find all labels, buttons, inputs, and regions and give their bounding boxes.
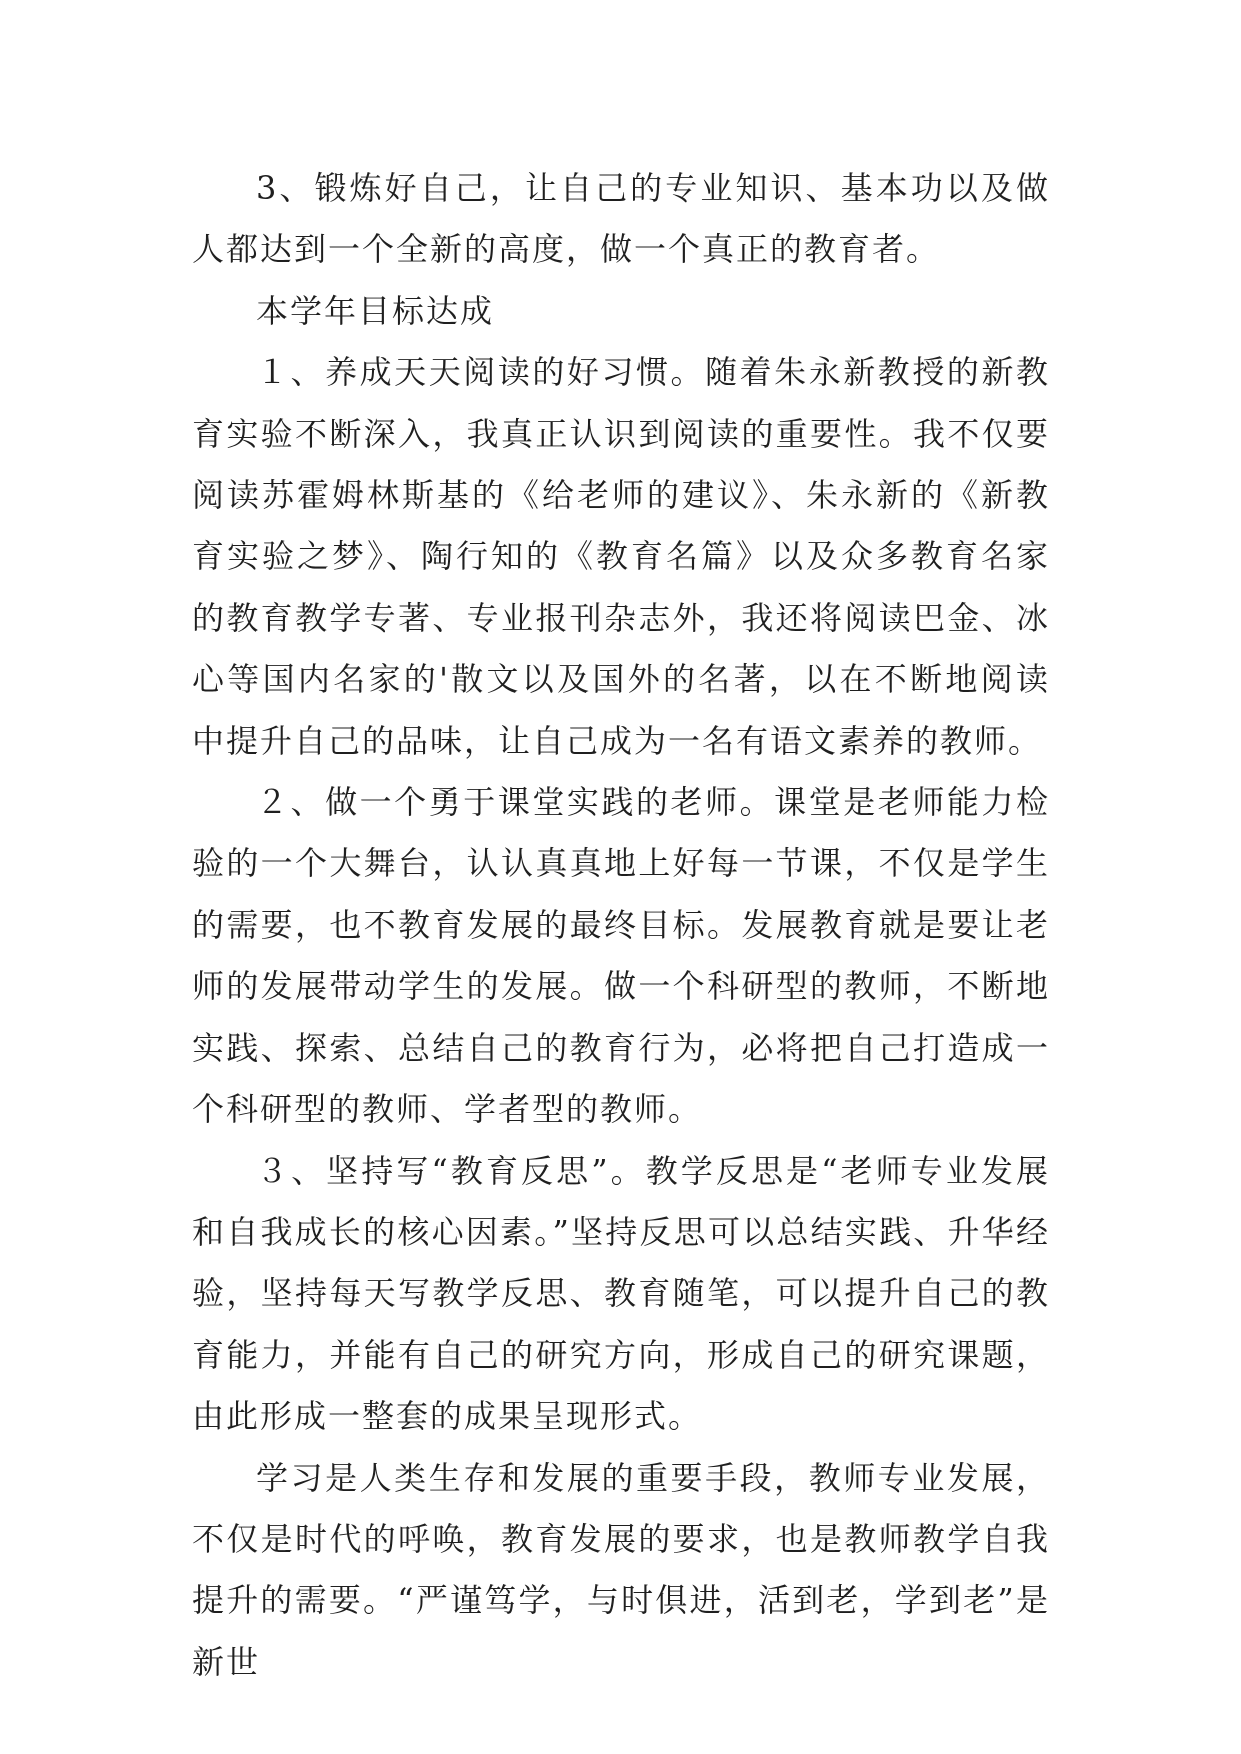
section-heading: 本学年目标达成 <box>256 291 495 330</box>
paragraph-learning: 学习是人类生存和发展的重要手段，教师专业发展，不仅是时代的呼唤，教育发展的要求，也是教师教学自我提升的需要。“严谨笃学，与时俱进，活到老，学到老”是新世 <box>192 1458 1050 1681</box>
paragraph-reading-habit: １、养成天天阅读的好习惯。随着朱永新教授的新教育实验不断深入，我真正认识到阅读的重要性。我不仅要阅读苏霍姆林斯基的《给老师的建议》、朱永新的《新教育实验之梦》、陶行知的《教育名篇》以及众多教育名家的教育教学专著、专业报刊杂志外，我还将阅读巴金、冰心等国内名家的'散文以及国外的名著，以在不断地阅读中提升自己的品味，让自己成为一名有语文素养的教师。 <box>192 353 1050 760</box>
document-body <box>192 158 1050 1693</box>
paragraph-reflection: ３、坚持写“教育反思”。教学反思是“老师专业发展和自我成长的核心因素。”坚持反思可以总结实践、升华经验，坚持每天写教学反思、教育随笔，可以提升自己的教育能力，并能有自己的研究方向，形成自己的研究课题，由此形成一整套的成果呈现形式。 <box>192 1151 1050 1436</box>
paragraph-classroom-practice: ２、做一个勇于课堂实践的老师。课堂是老师能力检验的一个大舞台，认认真真地上好每一节课，不仅是学生的需要，也不教育发展的最终目标。发展教育就是要让老师的发展带动学生的发展。做一个科研型的教师，不断地实践、探索、总结自己的教育行为，必将把自己打造成一个科研型的教师、学者型的教师。 <box>192 783 1050 1129</box>
paragraph-goal-3: 3、锻炼好自己，让自己的专业知识、基本功以及做人都达到一个全新的高度，做一个真正的教育者。 <box>192 169 1050 269</box>
